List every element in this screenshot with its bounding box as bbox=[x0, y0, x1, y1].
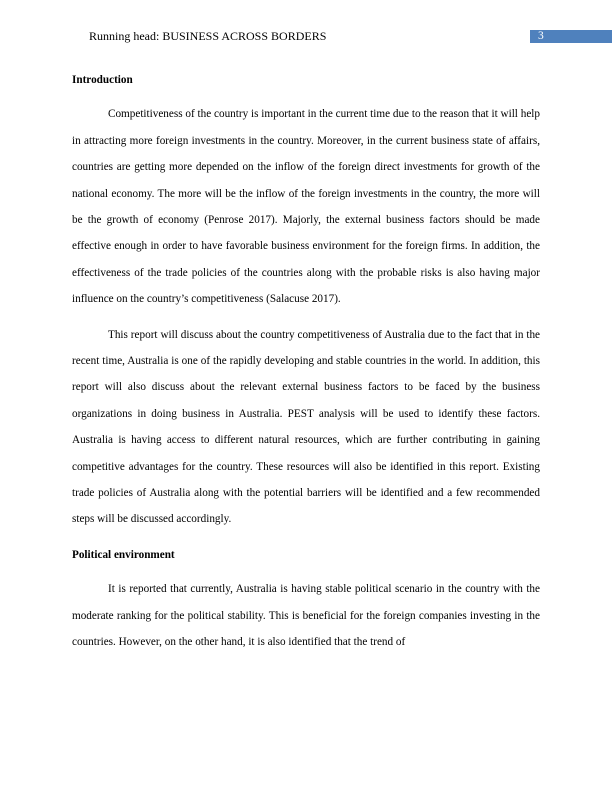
section-heading-political-environment: Political environment bbox=[72, 548, 175, 561]
running-head: Running head: BUSINESS ACROSS BORDERS bbox=[89, 29, 327, 43]
page-number: 3 bbox=[538, 30, 544, 42]
introduction-paragraph-2: This report will discuss about the country competitiveness of Australia due to the fact that in the recent time, Australia is one of the rapidly developing and stable countries in the world. In addition, this report will also discuss about the relevant external business factors to be faced by the business organizations in doing business in Australia. PEST analysis will be used to identify these factors. Australia is having access to different natural resources, which are further contributing in gaining competitive advantages for the country. These resources will also be identified in this report. Existing trade policies of Australia along with the potential barriers will be identified and a few recommended steps will be discussed accordingly. bbox=[72, 328, 540, 526]
introduction-paragraph-1: Competitiveness of the country is important in the current time due to the reason that it will help in attracting more foreign investments in the country. Moreover, in the current business state of affairs, countries are getting more depended on the inflow of the foreign direct investments for growth of the national economy. The more will be the inflow of the foreign investments in the country, the more will be the growth of economy (Penrose 2017). Majorly, the external business factors should be made effective enough in order to have favorable business environment for the foreign firms. In addition, the effectiveness of the trade policies of the countries along with the probable risks is also having major influence on the country’s competitiveness (Salacuse 2017). bbox=[72, 108, 540, 306]
page-number-bar bbox=[530, 30, 612, 43]
political-environment-paragraph-1: It is reported that currently, Australia is having stable political scenario in the country with the moderate ranking for the political stability. This is beneficial for the foreign companies investing in the countries. However, on the other hand, it is also identified that the trend of bbox=[72, 583, 540, 649]
document-body bbox=[72, 67, 540, 656]
section-heading-introduction: Introduction bbox=[72, 74, 133, 86]
